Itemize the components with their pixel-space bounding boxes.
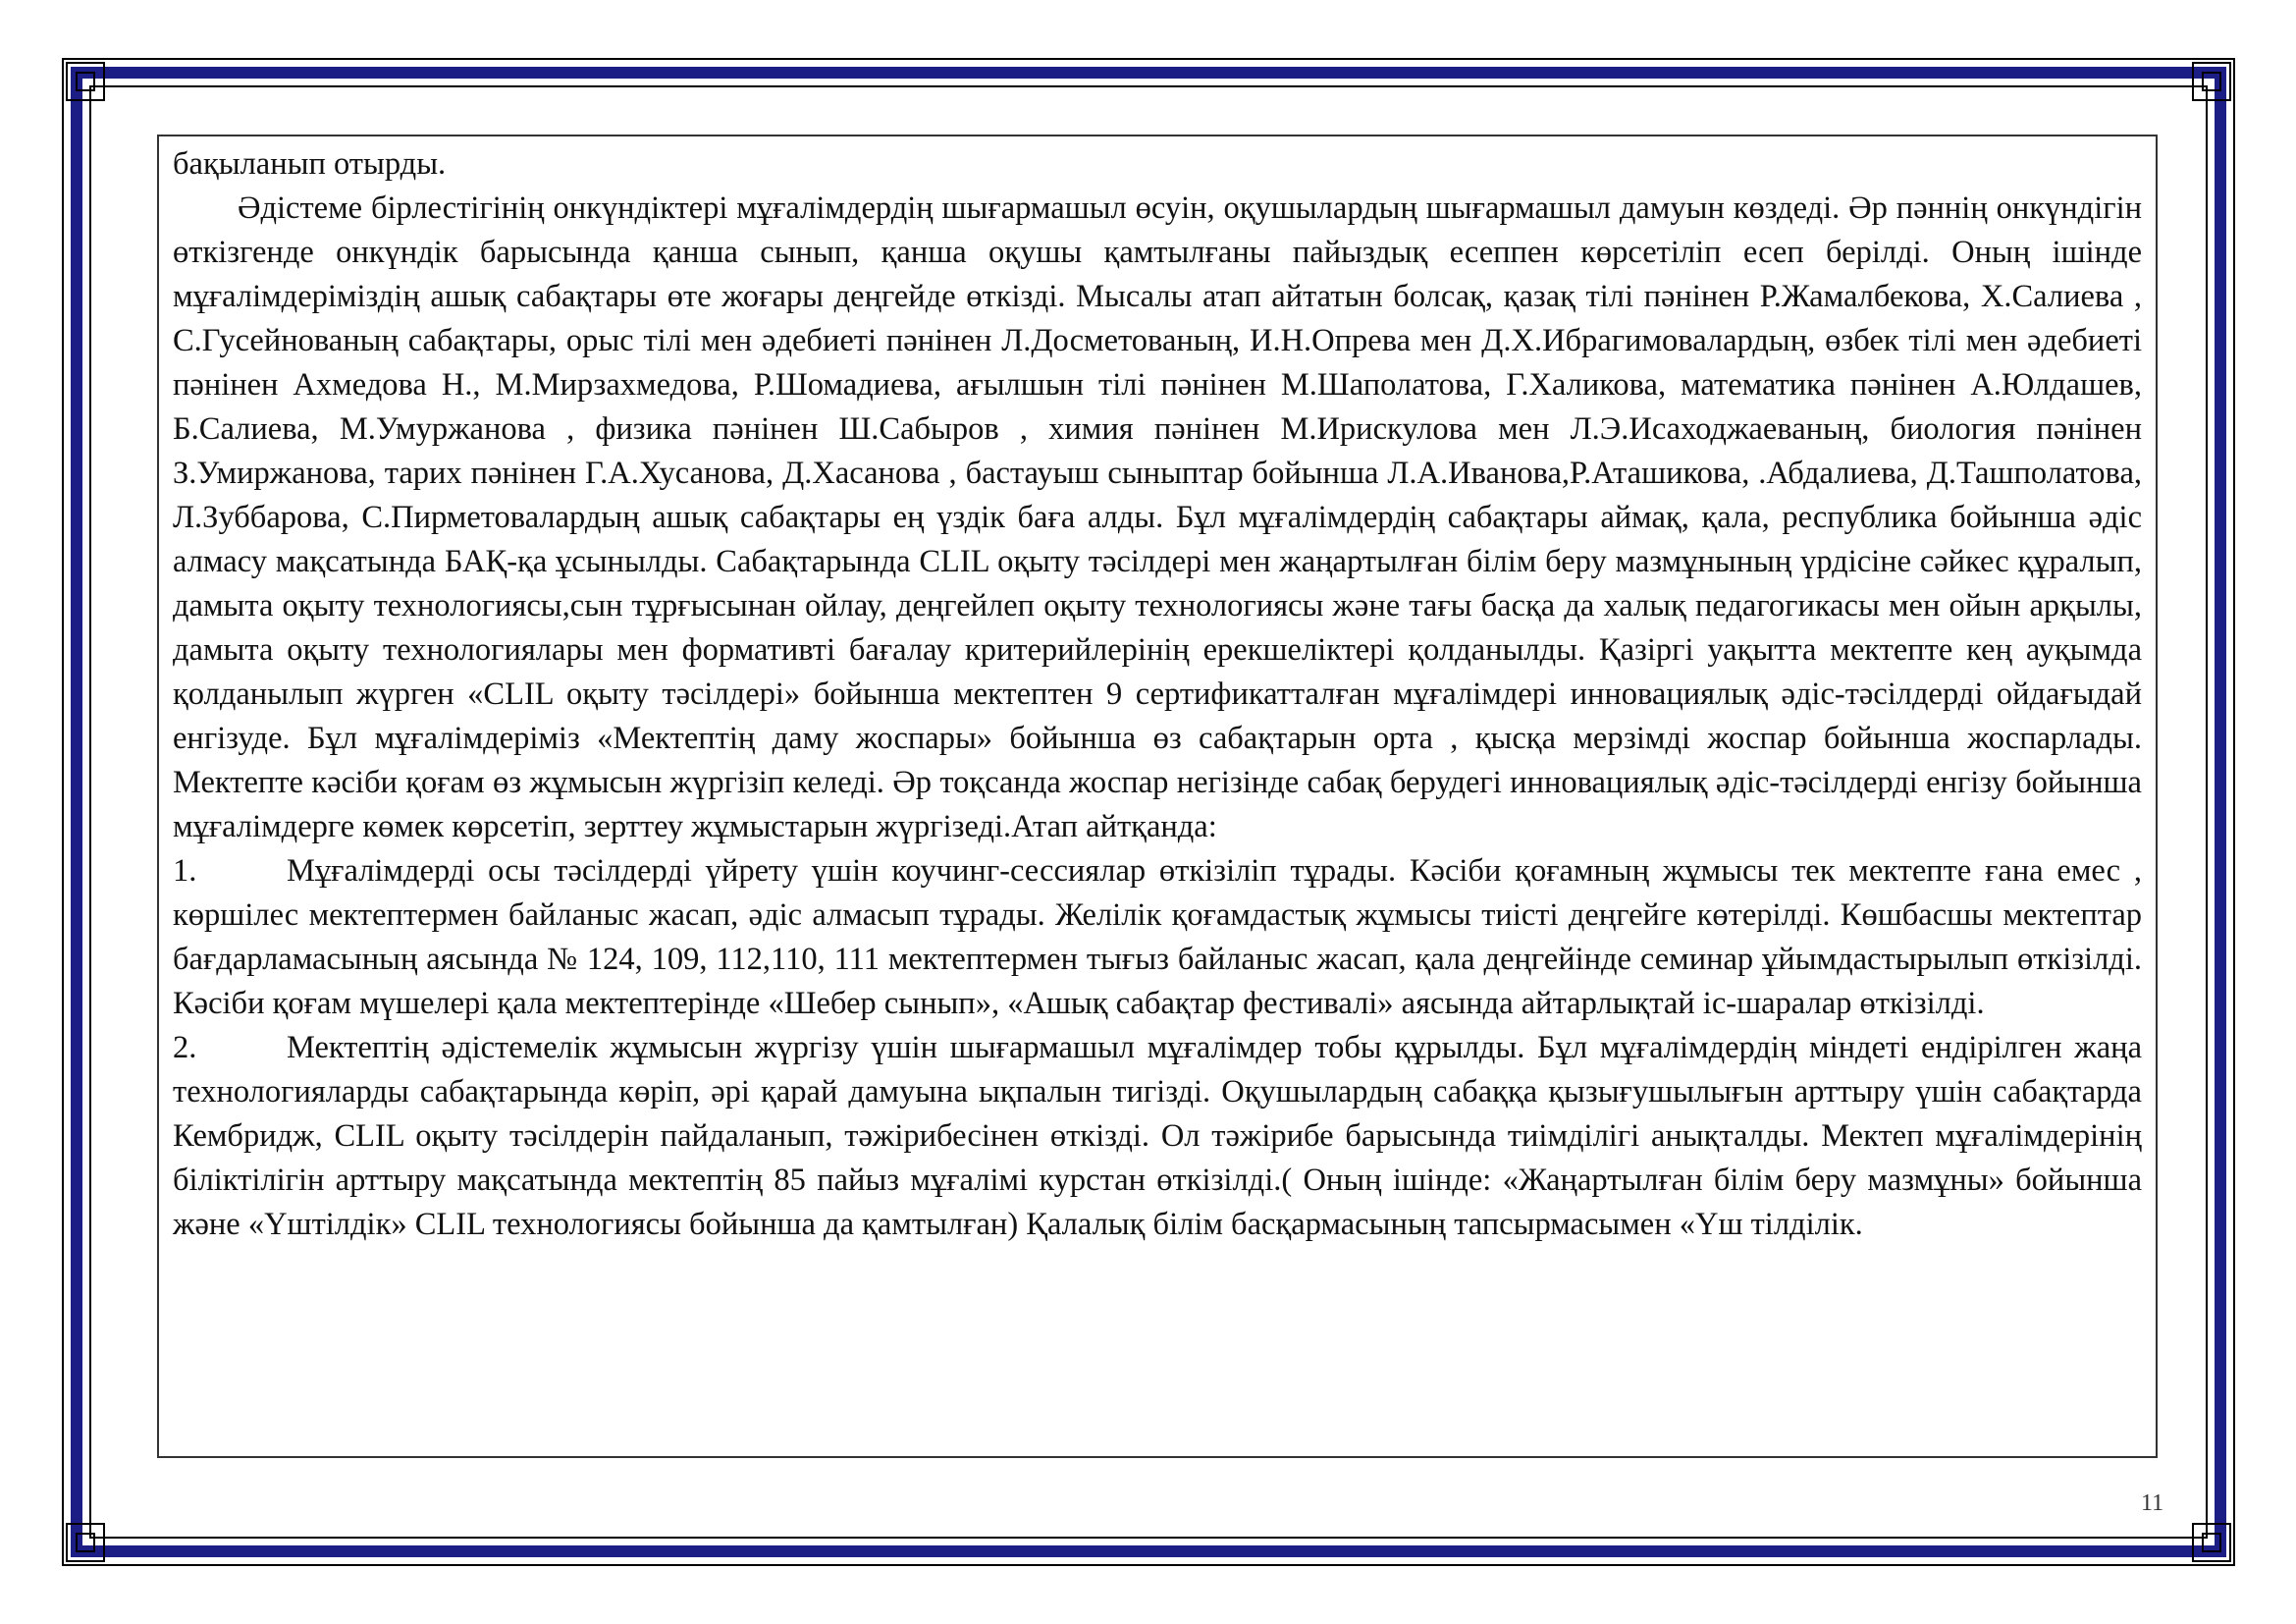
paragraph-methodology: Әдістеме бірлестігінің онкүндіктері мұғалімдердің шығармашыл өсуін, оқушылардың шығармашыл дамуын көздеді. Әр пәннің онкүндігін өткізгенде онкүндік барысында қанша сынып, қанша оқушы қамтылғаны пайыздық есеппен көрсетіліп есеп берілді. Оның ішінде мұғалімдеріміздің ашық сабақтары өте жоғары деңгейде өткізді. Мысалы атап айтатын болсақ, қазақ тілі пәнінен Р.Жамалбекова, Х.Салиева , С.Гусейнованың сабақтары, орыс тілі мен әдебиеті пәнінен Л.Досметованың, И.Н.Опрева мен Д.Х.Ибрагимовалардың, өзбек тілі мен әдебиеті пәнінен Ахмедова Н., М.Мирзахмедова, Р.Шомадиева, ағылшын тілі пәнінен М.Шаполатова, Г.Халикова, математика пәнінен А.Юлдашев, Б.Салиева, М.Умуржанова , физика пәнінен Ш.Сабыров , химия пәнінен М.Ирискулова мен Л.Э.Исаходжаеваның, биология пәнінен З.Умиржанова, тарих пәнінен Г.А.Хусанова, Д.Хасанова , бастауыш сыныптар бойынша Л.А.Иванова,Р.Аташикова, .Абдалиева, Д.Ташполатова, Л.Зуббарова, С.Пирметовалардың ашық сабақтары ең үздік баға алды. Бұл мұғалімдердің сабақтары аймақ, қала, республика бойынша әдіс алмасу мақсатында БАҚ-қа ұсынылды. Сабақтарында CLIL оқыту тәсілдері мен жаңартылған білім беру мазмұнының үрдісіне сәйкес құралып, дамыта оқыту технологиясы,сын тұрғысынан ойлау, деңгейлеп оқыту технологиясы және тағы басқа да халық педагогикасы мен ойын арқылы, дамыта оқыту технологиялары мен формативті бағалау критерийлерінің ерекшеліктері қолданылды. Қазіргі уақытта мектепте кең ауқымда қолданылып жүрген «CLIL оқыту тәсілдері» бойынша мектептен 9 сертификатталған мұғалімдері инновациялық әдіс-тәсілдерді ойдағыдай енгізуде. Бұл мұғалімдеріміз «Мектептің даму жоспары» бойынша өз сабақтарын орта , қысқа мерзімді жоспар бойынша жоспарлады. Мектепте кәсіби қоғам өз жұмысын жүргізіп келеді. Әр тоқсанда жоспар негізінде сабақ берудегі инновациялық әдіс-тәсілдерді енгізу бойынша мұғалімдерге көмек көрсетіп, зерттеу жұмыстарын жүргізеді.Атап айтқанда:	[173, 190, 2142, 844]
list-number-2: 2.	[173, 1030, 197, 1065]
page-number: 11	[2141, 1490, 2164, 1516]
list-text-2: Мектептің әдістемелік жұмысын жүргізу үшін шығармашыл мұғалімдер тобы құрылды. Бұл мұғалімдердің міндеті ендірілген жаңа технологияларды сабақтарында көріп, әрі қарай дамуына ықпалын тигізді. Оқушылардың сабаққа қызығушылығын арттыру үшін сабақтарда Кембридж, CLIL оқыту тәсілдерін пайдаланып, тәжірибесінен өткізді. Ол тәжірибе барысында тиімділігі анықталды. Мектеп мұғалімдерінің біліктілігін арттыру мақсатында мектептің 85 пайыз мұғалімі курстан өткізілді.( Оның ішінде: «Жаңартылған білім беру мазмұны» бойынша және «Үштілдік» CLIL технологиясы бойынша да қамтылған) Қалалық білім басқармасының тапсырмасымен «Үш тілділік.	[173, 1030, 2142, 1242]
list-item-1	[173, 849, 2142, 1026]
list-item-2	[173, 1026, 2142, 1247]
navy-frame-right	[2215, 67, 2226, 1557]
paragraph-continuation: бақыланып отырды.	[173, 146, 447, 182]
navy-frame-left	[71, 67, 82, 1557]
navy-frame-bottom	[71, 1545, 2226, 1557]
list-text-1: Мұғалімдерді осы тәсілдерді үйрету үшін коучинг-сессиялар өткізіліп тұрады. Кәсіби қоғамның жұмысы тек мектепте ғана емес , көршілес мектептермен байланыс жасап, әдіс алмасып тұрады. Желілік қоғамдастық жұмысы тиісті деңгейге көтерілді. Көшбасшы мектептар бағдарламасының аясында № 124, 109, 112,110, 111 мектептермен тығыз байланыс жасап, қала деңгейінде семинар ұйымдастырылып өткізілді. Кәсіби қоғам мүшелері қала мектептерінде «Шебер сынып», «Ашық сабақтар фестивалі» аясында айтарлықтай іс-шаралар өткізілді.	[173, 853, 2142, 1021]
navy-frame-top	[71, 67, 2226, 79]
text-frame	[157, 135, 2158, 1458]
list-number-1: 1.	[173, 853, 197, 889]
